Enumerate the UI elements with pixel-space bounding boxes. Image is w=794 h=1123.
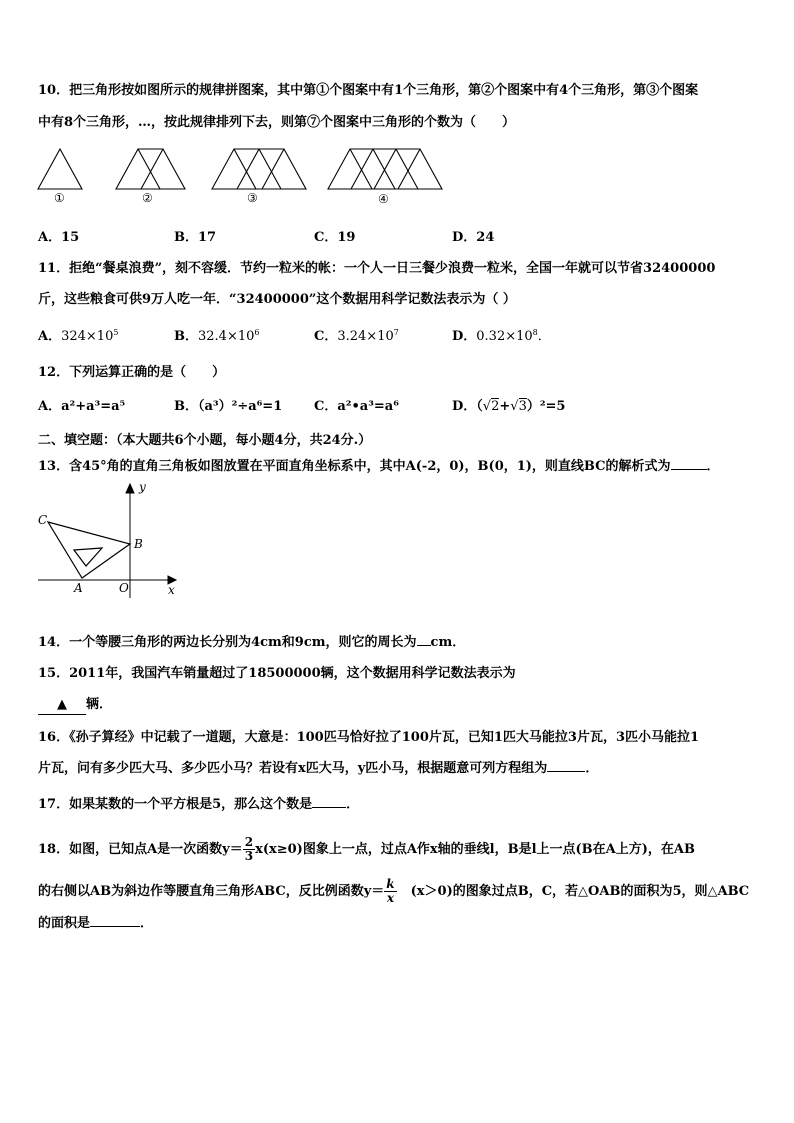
q11-option-a-mantissa: 324×10 (61, 329, 114, 344)
q11-option-a (38, 328, 118, 346)
q10-triangle-figures (36, 145, 446, 195)
q11-option-b-letter: B． (174, 329, 198, 344)
fig1-label: ① (54, 191, 65, 205)
fig3-trapezoid (212, 149, 306, 189)
fig1-triangle (38, 149, 82, 189)
q11-option-d (452, 328, 551, 346)
q16-tail: ． (585, 761, 599, 776)
q13-text (38, 458, 720, 476)
q11-option-d-mantissa: 0.32×10 (476, 329, 533, 344)
q18-frac1-denominator: 3 (244, 849, 254, 863)
q15-answer-blank (38, 696, 86, 715)
q13-label-y: y (139, 480, 146, 494)
fig2-trapezoid (116, 149, 185, 189)
q11-option-b-exp: 6 (254, 328, 260, 337)
q11-option-d-letter: D． (452, 329, 477, 344)
q10-option-a: A．15 (38, 230, 80, 245)
q12-option-d-rad1: 2 (491, 399, 500, 414)
q10-option-d: D．24 (452, 230, 495, 245)
q12-option-d (452, 398, 565, 416)
q13-label-x: x (168, 583, 175, 597)
q12-option-d-rad2: 3 (518, 399, 527, 414)
q17-answer-blank (312, 807, 346, 808)
q10-option-b: B．17 (174, 230, 217, 245)
q12-option-b: B．（a³）²÷a⁶=1 (174, 399, 283, 414)
q12-option-d-suffix: ）²=5 (526, 399, 566, 414)
q11-option-d-tail: ． (537, 329, 551, 344)
q13-stem: 13．含45°角的直角三角板如图放置在平面直角坐标系中，其中A(-2，0)，B(0，1)，则直线BC的解析式为 (38, 459, 671, 474)
q12-option-d-prefix: D．（ (452, 399, 483, 414)
q12-option-a: A．a²+a³=a⁵ (38, 399, 126, 414)
q16-line1: 16．《孙子算经》中记载了一道题，大意是：100匹马恰好拉了100片瓦，已知1匹大马能拉3片瓦，3匹小马能拉1 (38, 730, 700, 745)
q11-option-c (314, 328, 399, 346)
set-square-inner (74, 548, 102, 566)
set-square-outer (48, 522, 130, 578)
q13-coordinate-figure (36, 478, 186, 602)
fig4-label: ④ (378, 192, 389, 206)
q11-option-c-letter: C． (314, 329, 338, 344)
q18-line2 (38, 878, 749, 905)
q18-line2-b: (x＞0)的图象过点B，C，若△OAB的面积为5，则△ABC (410, 884, 750, 899)
q11-line1: 11．拒绝“餐桌浪费”，刻不容缓．节约一粒米的帐：一个人一日三餐少浪费一粒米，全国一年就可以节省32400000 (38, 261, 716, 276)
q18-line3 (38, 915, 153, 933)
q15-answer-line (38, 696, 112, 715)
q12-stem: 12．下列运算正确的是（ ） (38, 365, 226, 380)
fig3-label: ③ (247, 191, 258, 205)
q13-label-o: O (119, 581, 129, 595)
q18-line1-a: 18．如图，已知点A是一次函数y＝ (38, 842, 243, 857)
q18-line2-a: 的右侧以AB为斜边作等腰直角三角形ABC，反比例函数y＝ (38, 884, 385, 899)
q18-tail: ． (140, 916, 154, 931)
q17-stem: 17．如果某数的一个平方根是5，那么这个数是 (38, 797, 313, 812)
q13-answer-blank (671, 469, 707, 470)
q18-line1 (38, 836, 695, 863)
q11-option-b (174, 328, 259, 346)
q13-label-b: B (134, 537, 143, 551)
q13-label-a: A (74, 581, 83, 595)
q10-option-c: C．19 (314, 230, 356, 245)
q11-option-b-mantissa: 32.4×10 (198, 329, 255, 344)
q14-stem: 14．一个等腰三角形的两边长分别为4cm和9cm，则它的周长为 (38, 635, 417, 650)
q13-tail: ． (706, 459, 720, 474)
section-fill-in-title: 二、填空题：（本大题共6个小题，每小题4分，共24分.） (38, 433, 372, 448)
q10-line1: 10．把三角形按如图所示的规律拼图案，其中第①个图案中有1个三角形，第②个图案中有4个三角形，第③个图案 (38, 83, 699, 98)
q16-answer-blank (547, 771, 585, 772)
q12-option-d-plus: + (499, 399, 511, 414)
q11-option-a-letter: A． (38, 329, 62, 344)
q14-text (38, 634, 465, 652)
triangle-marker-icon: ▲ (57, 697, 67, 712)
q10-line2: 中有8个三角形，…，按此规律排列下去，则第⑦个图案中三角形的个数为（ ） (38, 115, 516, 130)
q11-option-a-exp: 5 (113, 328, 119, 337)
q18-line1-b: x(x≥0)图象上一点，过点A作x轴的垂线l，B是l上一点(B在A上方)，在AB (255, 842, 695, 857)
q18-stem-end: 的面积是 (38, 916, 91, 931)
q11-line2: 斤，这些粮食可供9万人吃一年．“32400000”这个数据用科学记数法表示为（ ） (38, 292, 516, 307)
q17-tail: ． (346, 797, 360, 812)
q11-option-c-mantissa: 3.24×10 (337, 329, 394, 344)
sqrt-icon: √ (482, 399, 492, 414)
q14-answer-blank (417, 645, 431, 646)
q18-answer-blank (90, 926, 140, 927)
sqrt-icon: √ (510, 399, 519, 414)
q18-frac2-denominator: x (386, 891, 395, 905)
q15-tail: 辆． (86, 697, 113, 712)
q18-frac2-numerator: k (386, 877, 395, 891)
q12-option-c: C．a²•a³=a⁶ (314, 399, 399, 414)
q18-fraction-2-3 (243, 836, 255, 863)
q16-stem: 片瓦，问有多少匹大马、多少匹小马？若设有x匹大马，y匹小马，根据题意可列方程组为 (38, 761, 548, 776)
q17-text (38, 796, 359, 814)
q11-option-c-exp: 7 (393, 328, 399, 337)
fig2-label: ② (142, 191, 153, 205)
q11-option-d-exp: 8 (532, 328, 538, 337)
q13-label-c: C (38, 513, 48, 527)
q15-text: 15．2011年，我国汽车销量超过了18500000辆，这个数据用科学记数法表示为 (38, 666, 516, 681)
q14-tail: cm． (430, 635, 466, 650)
q18-fraction-k-x (384, 878, 396, 905)
q18-frac1-numerator: 2 (244, 835, 254, 849)
q16-line2 (38, 760, 598, 778)
